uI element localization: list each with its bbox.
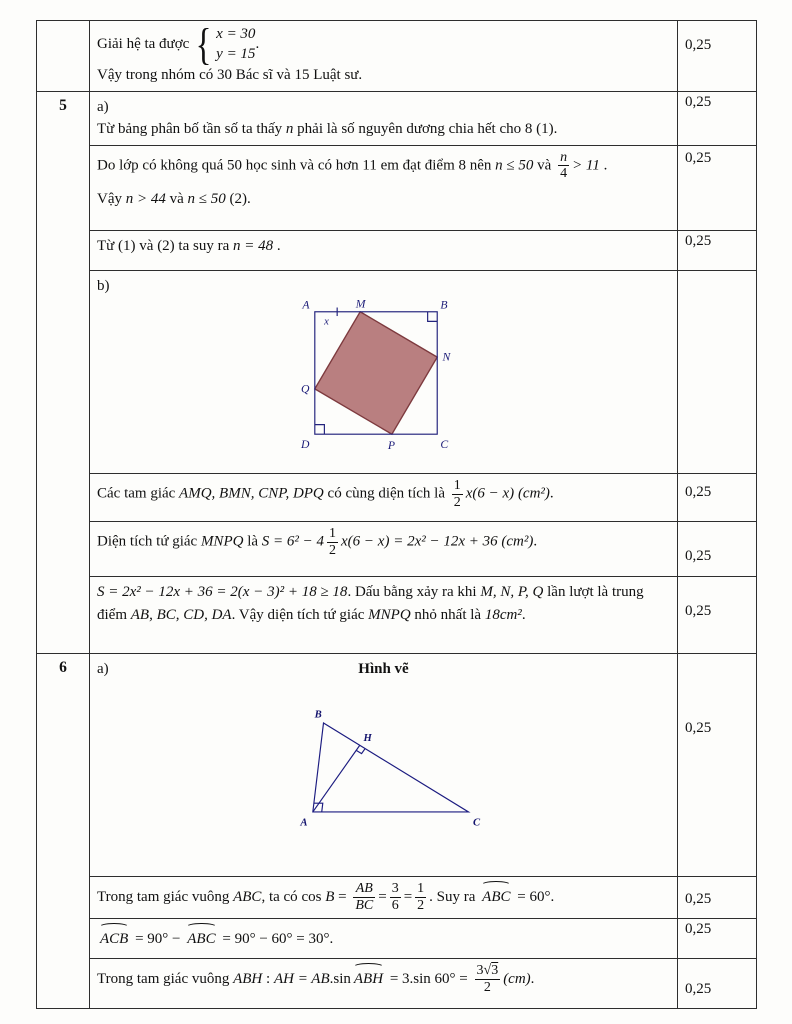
answer-table [36,20,757,1009]
solution-cell-5 [90,270,678,474]
text-segment: và [165,190,188,207]
math-segment: = 3.sin 60° = [386,970,472,987]
solution-line [97,188,670,211]
math-segment: n ≤ 50 [495,157,534,174]
math-segment: x(6 − x) = 2x² − 12x + 36 [341,533,498,550]
fraction-numerator: 1 [329,526,337,541]
angle-hat-ABC: ABC [184,923,218,951]
angle-hat-ACB: ACB [97,923,131,951]
right-angle-mark-D [314,425,324,435]
math-segment: B [325,889,335,905]
label-B: B [439,299,448,312]
solution-cell-8 [90,577,678,654]
label-H: H [363,731,372,744]
solution-cell-4 [90,230,678,270]
radical-sign: √ [483,963,492,979]
inner-square-MNPQ [314,312,436,434]
right-angle-mark-B [427,312,437,322]
solution-line [97,118,670,141]
points-cell-empty [678,270,757,474]
label-M: M [355,299,365,311]
solution-cell-2 [90,91,678,145]
fraction-denominator: 2 [329,542,337,558]
text-segment: lần lượt là trung điểm [97,584,644,623]
math-segment: ABH [233,970,263,987]
solution-line [97,963,670,996]
solution-line [97,150,670,182]
answer-row-10 [37,877,757,919]
fraction-n-over-4 [558,150,569,182]
label-C: C [472,815,480,828]
text-segment: = 60°. [513,889,555,905]
triangle-figure [259,707,509,836]
text-segment: . [599,157,608,174]
angle-hat-ABH: ABH [351,963,386,991]
function-name: .sin [329,970,351,987]
text-segment: . Vậy diện tích tứ giác [231,606,369,623]
square-figure-wrap [97,299,670,469]
solution-line [97,19,670,69]
text-segment: , ta có [261,889,302,905]
label-P: P [387,439,395,453]
text-segment: Giải hệ ta được [97,35,190,52]
math-segment: AMQ, BMN, CNP, DPQ [179,485,324,502]
math-segment: MNPQ [200,533,244,550]
system-brace: { [195,19,212,69]
answer-row-11 [37,918,757,958]
answer-row-6 [37,474,757,522]
text-segment: . Dấu bằng xảy ra khi [347,584,481,600]
text-segment: Vậy [97,190,126,207]
points-cell: 0,25 [678,91,757,145]
label-A: A [301,299,309,312]
label-Q: Q [300,382,309,396]
points-cell: 0,25 [678,522,757,577]
solution-line [97,235,670,258]
text-segment: . [255,35,260,52]
fraction-1-over-2 [327,526,338,558]
solution-cell-10 [90,877,678,919]
fraction-3-over-6 [390,881,401,913]
fraction-AB-over-BC [353,881,375,913]
points-cell: 0,25 [678,474,757,522]
solution-cell-11 [90,918,678,958]
label-x: x [323,316,329,328]
fraction-numerator: 1 [453,478,461,493]
text-segment: . [521,606,526,623]
solution-cell-1 [90,21,678,92]
solution-line [97,581,670,626]
fraction-numerator: AB [355,881,373,897]
fraction-numerator [475,963,501,979]
fraction-denominator: 6 [391,898,399,914]
math-segment: AH = AB [273,970,330,987]
math-segment: MNPQ [368,606,411,623]
points-cell: 0,25 [678,577,757,654]
points-cell: 0,25 [678,918,757,958]
equals-sign: = [378,889,387,905]
answer-row-1 [37,21,757,92]
text-segment: . [530,970,535,987]
system-equations [214,25,255,64]
question-number-5: 5 [37,91,90,654]
unit-segment: (cm²) [501,533,534,550]
question-number-6: 6 [37,654,90,1009]
solution-cell-3 [90,145,678,230]
equals-sign: = [334,889,351,905]
inner-square-group [314,312,436,434]
text-segment: . Suy ra [429,889,480,905]
answer-row-12 [37,958,757,1008]
triangle-lines-group [312,723,468,812]
function-name: cos [301,889,322,905]
text-segment: là [243,533,262,550]
fraction-denominator: 2 [417,898,425,914]
part-label: b) [97,277,110,294]
answer-row-2 [37,91,757,145]
radicand: 3 [491,963,499,979]
fraction-denominator: 4 [560,166,568,182]
text-segment: Trong tam giác vuông [97,970,234,987]
part-label: a) [97,661,109,677]
solution-cell-12 [90,958,678,1008]
answer-row-4 [37,230,757,270]
answer-row-7 [37,522,757,577]
math-segment: AB, BC, CD, DA [130,606,232,623]
triangle-figure-wrap [97,707,670,841]
points-cell: 0,25 [678,145,757,230]
text-segment: phải là số nguyên dương chia hết cho 8 (1). [293,121,558,137]
math-segment: n = 48 [233,237,274,254]
triangle-labels [299,708,481,828]
unit-segment: (cm) [503,970,531,987]
text-segment: Từ bảng phân bố tần số ta thấy [97,121,286,137]
label-A: A [299,815,307,828]
solution-line [97,923,670,951]
math-segment: S = 2x² − 12x + 36 = 2(x − 3)² + 18 ≥ 18 [97,584,348,600]
fraction-denominator: 2 [453,494,461,510]
unit-segment: (cm²) [517,485,550,502]
text-segment: = 90° − 60° = 30°. [218,930,334,947]
figure-header [97,658,670,681]
fraction-denominator: BC [355,898,374,914]
answer-row-9 [37,654,757,877]
solution-cell-7 [90,522,678,577]
text-segment: . [533,533,538,550]
equation-1: x = 30 [216,26,256,42]
math-segment: n [285,121,294,137]
answer-row-5 [37,270,757,474]
fraction-numerator: n [560,149,568,165]
part-label: a) [97,98,109,115]
coefficient: 3 [476,963,484,979]
fraction-1-over-2 [415,881,426,913]
math-segment: n > 44 [125,190,166,207]
math-segment: S = 6² − 4 [261,533,325,550]
square-figure [288,299,480,464]
math-segment: 18cm² [484,606,522,623]
angle-hat-ABC: ABC [479,881,513,909]
text-segment: nhỏ nhất là [410,606,485,623]
text-segment: có cùng diện tích là [323,485,449,502]
equals-sign: = [403,889,413,905]
question-number-cell-empty [37,21,90,92]
text-segment: (2). [225,190,251,207]
text-segment: Từ (1) và (2) ta suy ra [97,237,233,254]
label-C: C [439,438,448,452]
text-segment: Do lớp có không quá 50 học sinh và có hơn 11 em đạt điểm 8 nên [97,157,496,174]
solution-line [97,478,670,510]
fraction-1-over-2 [452,478,463,510]
text-segment: . [273,237,281,254]
text-segment: Các tam giác [97,485,180,502]
math-segment: M, N, P, Q [480,584,544,600]
text-segment: = 90° − [131,930,185,947]
solution-line [97,881,670,914]
answer-row-8 [37,577,757,654]
math-segment: x(6 − x) [465,485,515,502]
fraction-numerator: 3 [391,881,399,897]
text-segment: : [262,970,274,987]
answer-row-3 [37,145,757,230]
fraction-denominator: 2 [475,979,501,996]
text-segment: . [549,485,554,502]
fraction-numerator: 1 [417,881,425,897]
text-segment: Diện tích tứ giác [97,533,201,550]
math-segment: ABC [233,889,262,905]
solution-cell-6 [90,474,678,522]
fraction-3sqrt3-over-2 [475,963,501,995]
label-N: N [442,350,450,364]
points-cell: 0,25 [678,230,757,270]
text-segment: và [533,157,556,174]
label-B: B [314,708,322,721]
points-cell: 0,25 [678,958,757,1008]
figure-title: Hình vẽ [358,661,409,677]
solution-line: Vậy trong nhóm có 30 Bác sĩ và 15 Luật sư. [97,67,363,83]
points-cell: 0,25 [678,877,757,919]
math-segment: n ≤ 50 [187,190,226,207]
math-segment: > 11 [572,157,600,174]
triangle-ABC [312,723,468,812]
solution-line [97,526,670,558]
equation-system [193,19,256,69]
points-cell: 0,25 [678,654,757,877]
equation-2: y = 15 [216,45,256,62]
solution-cell-9 [90,654,678,877]
points-cell: 0,25 [678,21,757,92]
label-D: D [300,438,309,452]
text-segment: Trong tam giác vuông [97,889,234,905]
